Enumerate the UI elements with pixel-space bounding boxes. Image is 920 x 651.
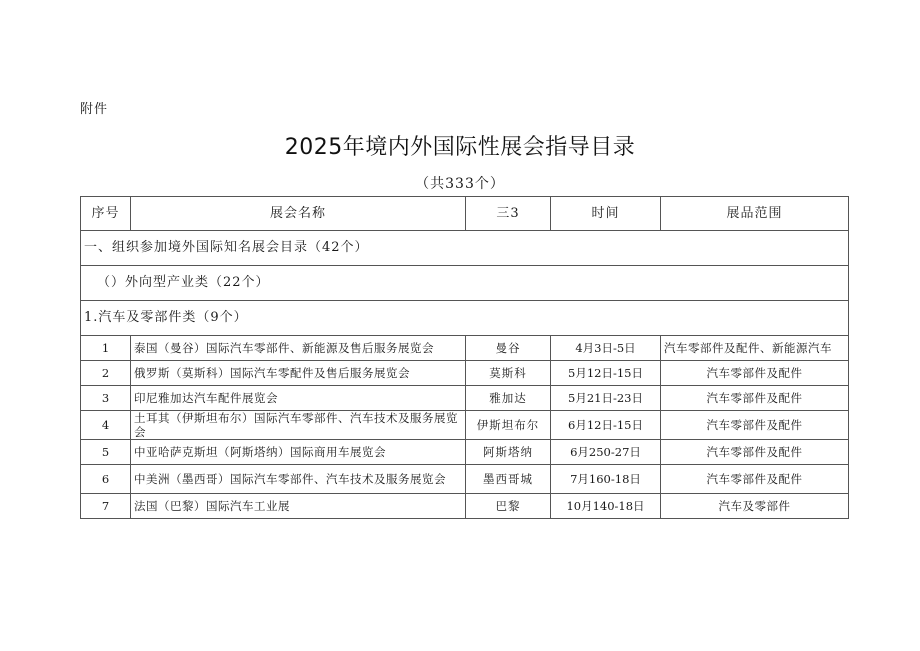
row-number: 3: [81, 386, 131, 411]
exhibit-scope: 汽车零部件及配件: [661, 386, 849, 411]
table-header-row: [81, 197, 849, 231]
exhibition-name: 土耳其（伊斯坦布尔）国际汽车零部件、汽车技术及服务展览会: [131, 411, 466, 440]
category-row: [81, 266, 849, 301]
exhibition-city: 曼谷: [466, 336, 551, 361]
exhibit-scope: 汽车零部件及配件、新能源汽车: [661, 336, 849, 361]
exhibition-date: 5月21日-23日: [551, 386, 661, 411]
exhibition-city: 巴黎: [466, 494, 551, 519]
exhibition-name: 中美洲（墨西哥）国际汽车零部件、汽车技术及服务展览会: [131, 465, 466, 494]
table-row: [81, 465, 849, 494]
exhibition-city: 雅加达: [466, 386, 551, 411]
attachment-label: 附件: [80, 102, 109, 117]
table-row: [81, 336, 849, 361]
header-no: 序号: [81, 197, 131, 231]
exhibition-name: 泰国（曼谷）国际汽车零部件、新能源及售后服务展览会: [131, 336, 466, 361]
table-row: [81, 494, 849, 519]
exhibition-name: 俄罗斯（莫斯科）国际汽车零配件及售后服务展览会: [131, 361, 466, 386]
header-date: 时间: [551, 197, 661, 231]
exhibit-scope: 汽车及零部件: [661, 494, 849, 519]
exhibition-city: 莫斯科: [466, 361, 551, 386]
exhibit-scope: 汽车零部件及配件: [661, 361, 849, 386]
exhibition-date: 6月12日-15日: [551, 411, 661, 440]
exhibit-scope: 汽车零部件及配件: [661, 465, 849, 494]
row-number: 4: [81, 411, 131, 440]
section-heading: 1.汽车及零部件类（9个）: [81, 301, 849, 336]
exhibition-name: 法国（巴黎）国际汽车工业展: [131, 494, 466, 519]
table-row: [81, 361, 849, 386]
exhibition-city: 墨西哥城: [466, 465, 551, 494]
subcategory-heading: （）外向型产业类（22个）: [81, 266, 849, 301]
row-number: 1: [81, 336, 131, 361]
exhibit-scope: 汽车零部件及配件: [661, 440, 849, 465]
row-number: 5: [81, 440, 131, 465]
table-row: [81, 386, 849, 411]
row-number: 2: [81, 361, 131, 386]
exhibition-table: [80, 196, 849, 519]
category-row: [81, 231, 849, 266]
exhibition-date: 10月140-18日: [551, 494, 661, 519]
category-row: [81, 301, 849, 336]
page-title: 2025年境内外国际性展会指导目录: [284, 135, 636, 160]
page-subtitle: （共333个）: [415, 176, 505, 192]
category-heading: 一、组织参加境外国际知名展会目录（42个）: [81, 231, 849, 266]
exhibition-date: 7月160-18日: [551, 465, 661, 494]
row-number: 6: [81, 465, 131, 494]
header-scope: 展品范围: [661, 197, 849, 231]
exhibition-city: 阿斯塔纳: [466, 440, 551, 465]
header-city: 三3: [466, 197, 551, 231]
row-number: 7: [81, 494, 131, 519]
exhibition-city: 伊斯坦布尔: [466, 411, 551, 440]
exhibition-name: 中亚哈萨克斯坦（阿斯塔纳）国际商用车展览会: [131, 440, 466, 465]
header-name: 展会名称: [131, 197, 466, 231]
exhibition-date: 6月250-27日: [551, 440, 661, 465]
exhibition-date: 4月3日-5日: [551, 336, 661, 361]
table-row: [81, 440, 849, 465]
exhibit-scope: 汽车零部件及配件: [661, 411, 849, 440]
table-row: [81, 411, 849, 440]
exhibition-date: 5月12日-15日: [551, 361, 661, 386]
exhibition-name: 印尼雅加达汽车配件展览会: [131, 386, 466, 411]
